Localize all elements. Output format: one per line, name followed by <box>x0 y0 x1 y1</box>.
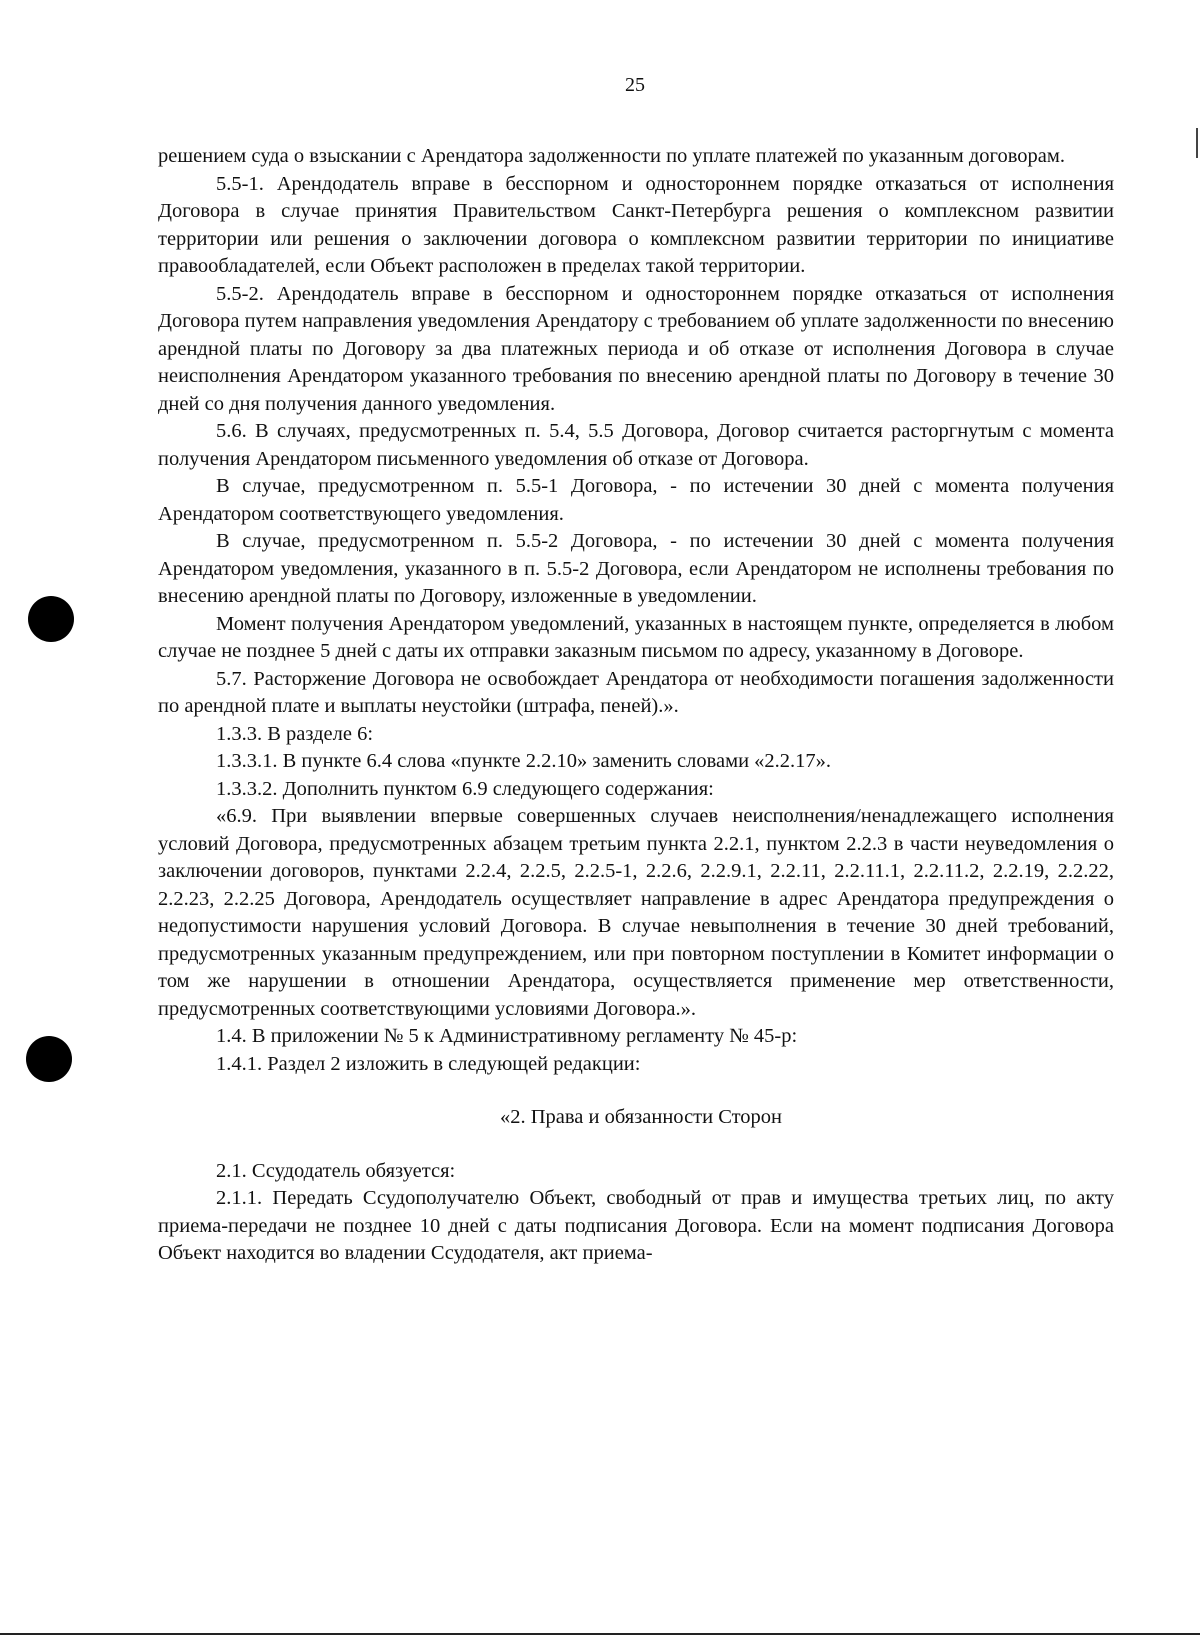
section-heading: «2. Права и обязанности Сторон <box>499 1106 783 1128</box>
paragraph-item-1-3-3: 1.3.3. В разделе 6: <box>216 722 374 745</box>
paragraph-item-1-3-3-2: 1.3.3.2. Дополнить пунктом 6.9 следующего содержания: <box>216 777 714 800</box>
paragraph-item-1-4-1: 1.4.1. Раздел 2 изложить в следующей редакции: <box>216 1052 641 1075</box>
paragraph-clause-5-7: 5.7. Расторжение Договора не освобождает Арендатора от необходимости погашения задолженности по арендной плате и выплаты неустойки (штрафа, пеней).». <box>158 667 1114 717</box>
page-number: 25 <box>625 74 645 96</box>
paragraph: В случае, предусмотренном п. 5.5-1 Договора, - по истечении 30 дней с момента получения Арендатором соответствующего уведомления. <box>158 475 1114 525</box>
paragraph-item-1-4: 1.4. В приложении № 5 к Административному регламенту № 45-р: <box>216 1025 798 1047</box>
document-body <box>158 143 1114 1268</box>
paragraph-clause-5-5-1: 5.5-1. Арендодатель вправе в бесспорном и одностороннем порядке отказаться от исполнения Договора в случае принятия Правительством Санкт-Петербурга решения о комплексном развитии территории или решения о заключении договора о комплексном развитии территории по инициативе правообладателей, если Объект расположен в пределах такой территории. <box>158 172 1114 277</box>
paragraph-clause-2-1: 2.1. Ссудодатель обязуется: <box>216 1159 456 1182</box>
paragraph: В случае, предусмотренном п. 5.5-2 Договора, - по истечении 30 дней с момента получения Арендатором уведомления, указанного в п. 5.5-2 Договора, если Арендатором не исполнены требования по внесению арендной платы по Договору, изложенные в уведомлении. <box>158 530 1114 607</box>
paragraph-clause-2-1-1: 2.1.1. Передать Ссудополучателю Объект, свободный от прав и имущества третьих лиц, по акту приема-передачи не позднее 10 дней с даты подписания Договора. Если на момент подписания Договора Объект находится во владении Ссудодателя, акт приема- <box>158 1187 1114 1264</box>
paragraph-clause-6-9: «6.9. При выявлении впервые совершенных случаев неисполнения/ненадлежащего исполнения условий Договора, предусмотренных абзацем третьим пункта 2.2.1, пунктом 2.2.3 в части неуведомления о заключении договоров, пунктами 2.2.4, 2.2.5, 2.2.5-1, 2.2.6, 2.2.9.1, 2.2.11, 2.2.11.1, 2.2.11.2, 2.2.19, 2.2.22, 2.2.23, 2.2.25 Договора, Арендодатель осуществляет направление в адрес Арендатора предупреждения о недопустимости нарушения условий Договора. В случае невыполнения в течение 30 дней требований, предусмотренных указанным предупреждением, или при повторном поступлении в Комитет информации о том же нарушении в отношении Арендатора, осуществляется применение мер ответственности, предусмотренных соответствующими условиями Договора.». <box>158 805 1114 1020</box>
scan-edge-mark <box>1196 128 1198 158</box>
paragraph-item-1-3-3-1: 1.3.3.1. В пункте 6.4 слова «пункте 2.2.10» заменить словами «2.2.17». <box>216 750 832 772</box>
paragraph: Момент получения Арендатором уведомлений, указанных в настоящем пункте, определяется в любом случае не позднее 5 дней с даты их отправки заказным письмом по адресу, указанному в Договоре. <box>158 612 1114 662</box>
paragraph: решением суда о взыскании с Арендатора задолженности по уплате платежей по указанным договорам. <box>158 145 1065 167</box>
punch-hole-mark <box>26 1036 72 1082</box>
scan-bottom-edge <box>0 1633 1200 1635</box>
paragraph-clause-5-5-2: 5.5-2. Арендодатель вправе в бесспорном и одностороннем порядке отказаться от исполнения Договора путем направления уведомления Арендатору с требованием об уплате задолженности по внесению арендной платы по Договору за два платежных периода и об отказе от исполнения Договора в случае неисполнения Арендатором указанного требования по внесению арендной платы по Договору в течение 30 дней со дня получения данного уведомления. <box>158 282 1114 415</box>
paragraph-clause-5-6: 5.6. В случаях, предусмотренных п. 5.4, 5.5 Договора, Договор считается расторгнутым с момента получения Арендатором письменного уведомления об отказе от Договора. <box>158 420 1114 470</box>
punch-hole-mark <box>28 596 74 642</box>
